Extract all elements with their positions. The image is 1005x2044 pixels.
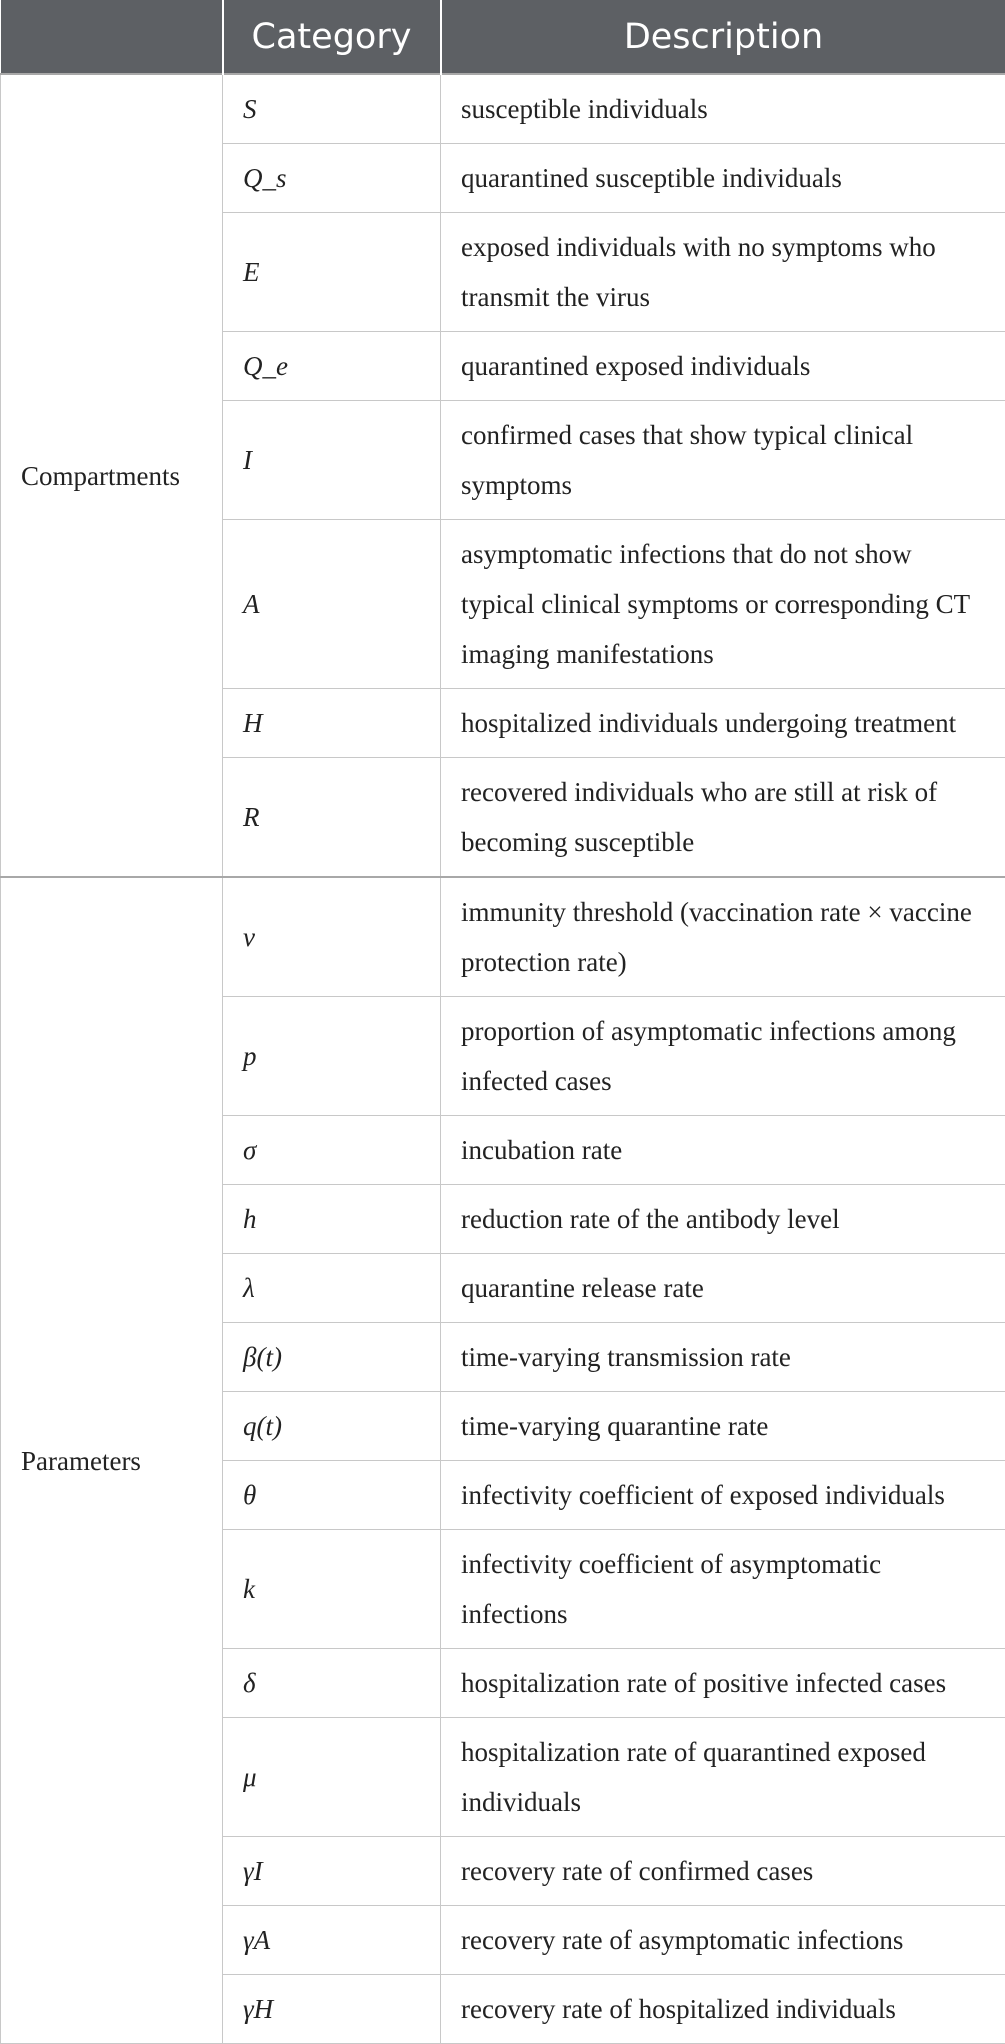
symbol-cell: θ [223, 1461, 441, 1530]
symbol-cell: γA [223, 1906, 441, 1975]
symbol-cell: λ [223, 1254, 441, 1323]
group-category-cell: Parameters [1, 877, 223, 2044]
symbol-cell: E [223, 213, 441, 332]
symbol-cell: h [223, 1185, 441, 1254]
symbol-cell: H [223, 689, 441, 758]
symbol-cell: A [223, 520, 441, 689]
symbol-cell: k [223, 1530, 441, 1649]
symbol-cell: γI [223, 1837, 441, 1906]
symbol-cell: σ [223, 1116, 441, 1185]
symbol-cell: S [223, 74, 441, 144]
symbol-cell: R [223, 758, 441, 878]
table-header [1, 0, 1005, 74]
symbol-cell: δ [223, 1649, 441, 1718]
description-cell: infectivity coefficient of exposed individuals [441, 1461, 1005, 1530]
group-category-cell: Compartments [1, 74, 223, 877]
symbol-cell: Q_s [223, 144, 441, 213]
description-cell: time-varying transmission rate [441, 1323, 1005, 1392]
symbol-cell: q(t) [223, 1392, 441, 1461]
description-cell: hospitalization rate of quarantined exposed individuals [441, 1718, 1005, 1837]
description-cell: quarantined susceptible individuals [441, 144, 1005, 213]
description-cell: hospitalized individuals undergoing treatment [441, 689, 1005, 758]
description-cell: quarantine release rate [441, 1254, 1005, 1323]
description-cell: incubation rate [441, 1116, 1005, 1185]
symbol-cell: γH [223, 1975, 441, 2044]
description-cell: recovery rate of asymptomatic infections [441, 1906, 1005, 1975]
symbol-cell: Q_e [223, 332, 441, 401]
symbol-cell: μ [223, 1718, 441, 1837]
description-cell: asymptomatic infections that do not show typical clinical symptoms or corresponding CT imaging manifestations [441, 520, 1005, 689]
header-description: Description [441, 0, 1005, 74]
description-cell: proportion of asymptomatic infections among infected cases [441, 997, 1005, 1116]
table-body [1, 74, 1005, 2044]
description-cell: infectivity coefficient of asymptomatic infections [441, 1530, 1005, 1649]
table-row [1, 877, 1005, 997]
description-cell: exposed individuals with no symptoms who transmit the virus [441, 213, 1005, 332]
description-cell: quarantined exposed individuals [441, 332, 1005, 401]
description-cell: reduction rate of the antibody level [441, 1185, 1005, 1254]
description-cell: recovery rate of hospitalized individuals [441, 1975, 1005, 2044]
symbol-cell: v [223, 877, 441, 997]
description-cell: immunity threshold (vaccination rate × vaccine protection rate) [441, 877, 1005, 997]
symbol-cell: β(t) [223, 1323, 441, 1392]
description-cell: susceptible individuals [441, 74, 1005, 144]
symbol-cell: I [223, 401, 441, 520]
table-row [1, 74, 1005, 144]
description-cell: recovered individuals who are still at risk of becoming susceptible [441, 758, 1005, 878]
description-cell: hospitalization rate of positive infected cases [441, 1649, 1005, 1718]
description-cell: confirmed cases that show typical clinical symptoms [441, 401, 1005, 520]
description-cell: recovery rate of confirmed cases [441, 1837, 1005, 1906]
header-row [1, 0, 1005, 74]
header-blank-cell [1, 0, 223, 74]
symbol-cell: p [223, 997, 441, 1116]
header-category: Category [223, 0, 441, 74]
description-cell: time-varying quarantine rate [441, 1392, 1005, 1461]
